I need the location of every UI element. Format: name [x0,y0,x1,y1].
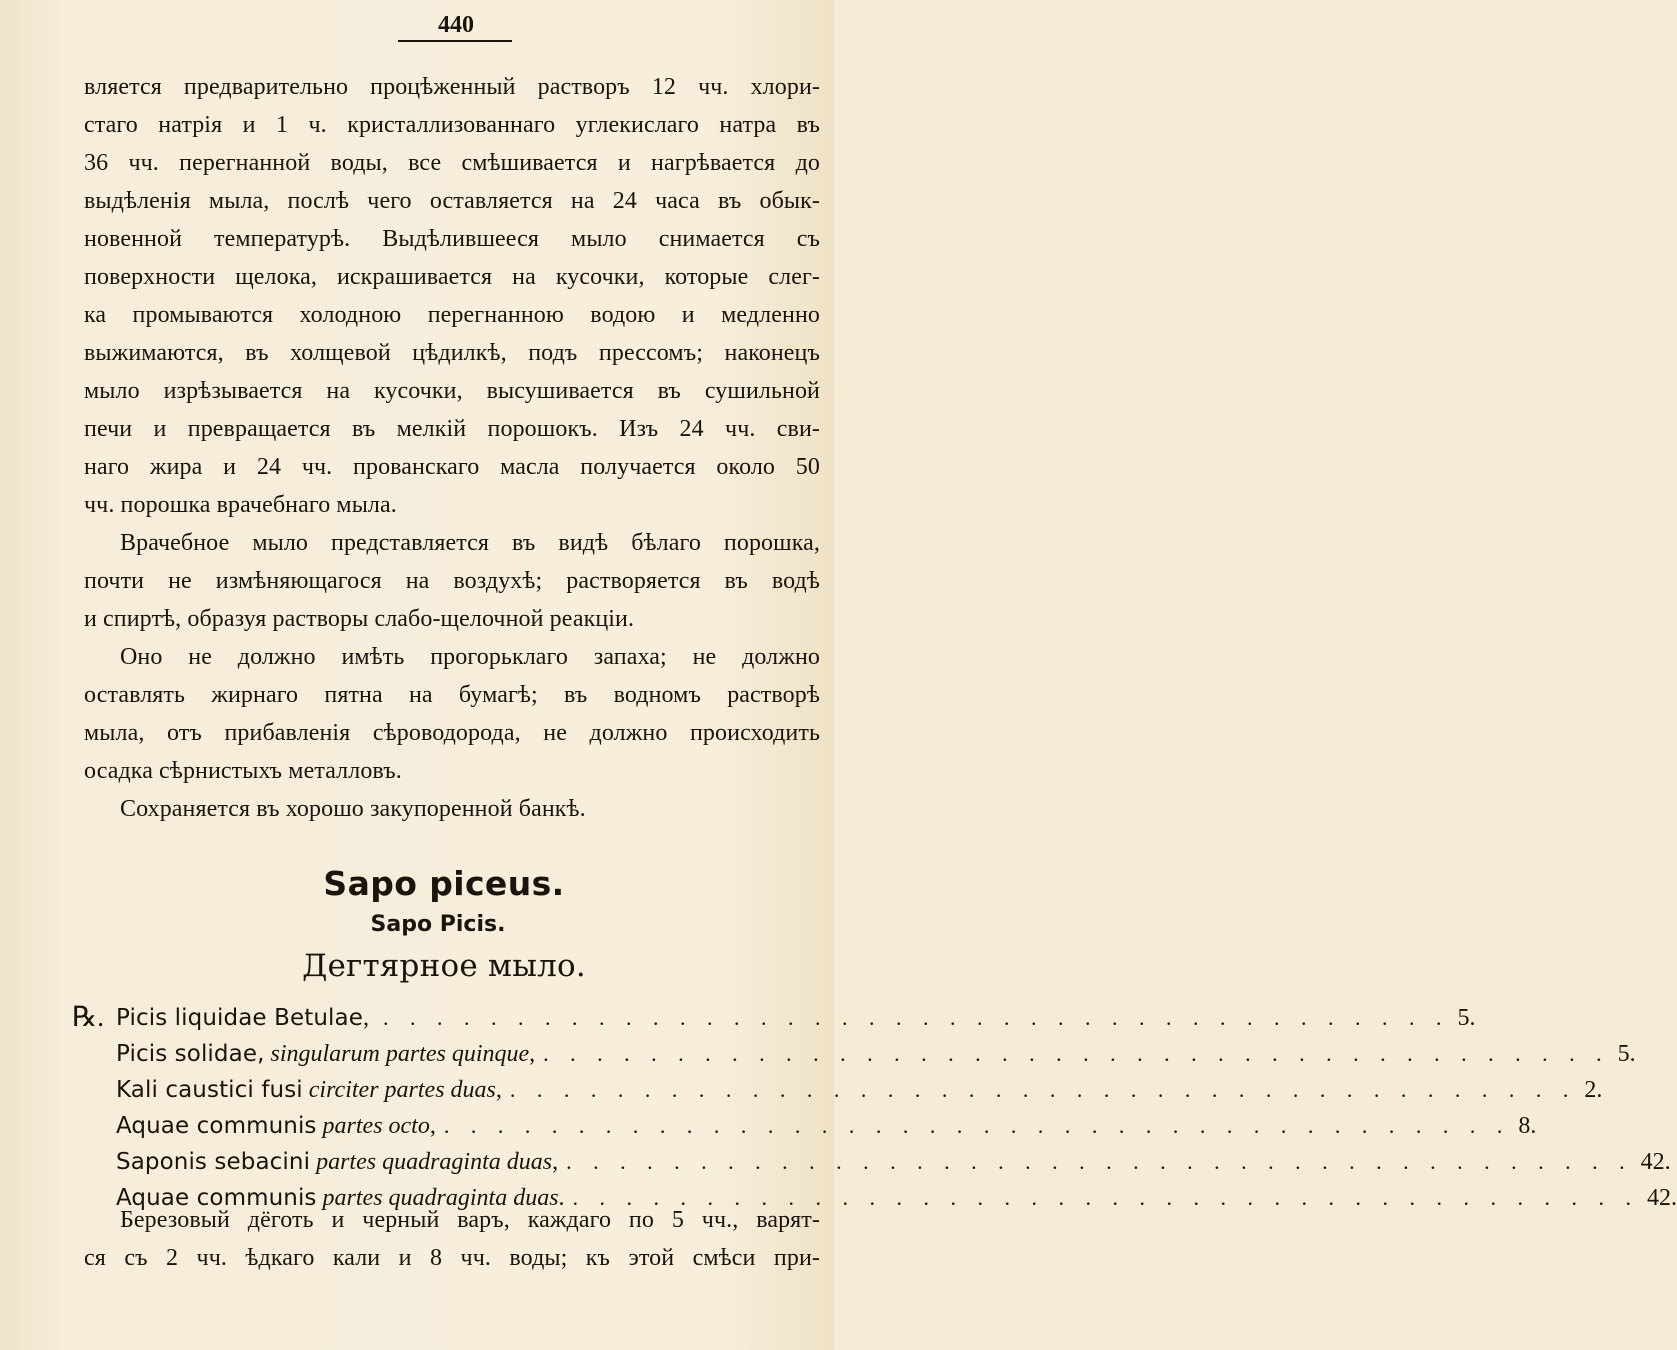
prescription-row [72,1036,1636,1072]
page-number: 440 [438,12,474,38]
text-line: 36 чч. перегнанной воды, все смѣшивается и нагрѣвается до [84,150,820,176]
prescription-list [72,1000,1677,1216]
monograph-latin-title: Sapo piceus. [323,864,565,903]
dot-leader: . . . . . . . . . . . . . . . . . . . . . . . . . . . . . . . . . . . . . . . . [509,1077,1577,1102]
text-line: вляется предварительно процѣженный растворъ 12 чч. хлори- [84,74,820,100]
ingredient-quantity-text: partes octo [322,1113,430,1139]
main-text-block [84,68,820,828]
ingredient-amount: 2. [1584,1077,1603,1103]
text-line: почти не измѣняющагося на воздухѣ; растворяется въ водѣ [84,568,820,594]
monograph-latin-subtitle: Sapo Picis. [370,912,506,937]
dot-leader: . . . . . . . . . . . . . . . . . . . . . . . . . . . . . . . . . . . . . . . . [566,1149,1633,1174]
ingredient-quantity-text: partes quadraginta duas [322,1185,559,1211]
text-line: наго жира и 24 чч. прованскаго масла получается около 50 [84,454,820,480]
text-line: ся съ 2 чч. ѣдкаго кали и 8 чч. воды; къ этой смѣси при- [84,1245,820,1271]
text-line: поверхности щелока, искрашивается на кусочки, которые слег- [84,264,820,290]
ingredient-name: Kali caustici fusi [116,1077,303,1103]
text-line: осадка сѣрнистыхъ металловъ. [84,758,402,784]
text-line: Оно не должно имѣть прогорьклаго запаха; не должно [120,644,820,670]
ingredient-name: Aquae communis [116,1113,317,1139]
text-line: мыла, отъ прибавленія сѣроводорода, не должно происходить [84,720,820,746]
ingredient-quantity-text: partes quadraginta duas [316,1149,553,1175]
text-line: оставлять жирнаго пятна на бумагѣ; въ водномъ растворѣ [84,682,820,708]
text-line: выдѣленія мыла, послѣ чего оставляется на 24 часа въ обык- [84,188,820,214]
ingredient-punctuation: , [429,1113,436,1139]
ingredient-quantity-text: singularum partes quinque [270,1041,530,1067]
closing-text-block [84,1201,820,1277]
ingredient-amount: 42. [1647,1185,1677,1211]
ingredient-amount: 8. [1518,1113,1537,1139]
prescription-row [72,1144,1671,1180]
dot-leader: . . . . . . . . . . . . . . . . . . . . . . . . . . . . . . . . . . . . . . . . [543,1041,1610,1066]
text-line: Врачебное мыло представляется въ видѣ бѣлаго порошка, [120,530,820,556]
text-line: чч. порошка врачебнаго мыла. [84,492,397,518]
ingredient-name: Aquae communis [116,1185,317,1211]
text-line: печи и превращается въ мелкій порошокъ. Изъ 24 чч. сви- [84,416,820,442]
text-line: стаго натрія и 1 ч. кристаллизованнаго углекислаго натра въ [84,112,820,138]
dot-leader: . . . . . . . . . . . . . . . . . . . . . . . . . . . . . . . . . . . . . . . . [443,1113,1511,1138]
ingredient-punctuation: , [495,1077,502,1103]
dot-leader: . . . . . . . . . . . . . . . . . . . . . . . . . . . . . . . . . . . . . . . . [382,1005,1450,1030]
text-line: и спиртѣ, образуя растворы слабо-щелочной реакціи. [84,606,635,632]
text-line: мыло изрѣзывается на кусочки, высушивается въ сушильной [84,378,820,404]
dot-leader: . . . . . . . . . . . . . . . . . . . . . . . . . . . . . . . . . . . . . . . . [572,1185,1640,1210]
ingredient-name: Picis liquidae Betulae [116,1005,363,1031]
rx-symbol: ℞. [72,1002,105,1033]
ingredient-name: Picis solidae, [116,1041,265,1067]
text-line: новенной температурѣ. Выдѣлившееся мыло снимается съ [84,226,820,252]
ingredient-punctuation: , [529,1041,536,1067]
ingredient-amount: 42. [1640,1149,1671,1175]
monograph-russian-title: Дегтярное мыло. [302,948,586,984]
ingredient-name: Saponis sebacini [116,1149,311,1175]
header-rule [398,40,512,42]
ingredient-punctuation: , [552,1149,559,1175]
prescription-row [72,1072,1603,1108]
text-line: выжимаются, въ холщевой цѣдилкѣ, подъ прессомъ; наконецъ [84,340,820,366]
ingredient-punctuation: , [362,1005,369,1031]
text-line: Березовый дёготь и черный варъ, каждаго по 5 чч., варят- [120,1207,820,1233]
ingredient-quantity-text: circiter partes duas [308,1077,496,1103]
ingredient-amount: 5. [1457,1005,1476,1031]
text-line: Сохраняется въ хорошо закупоренной банкѣ. [120,796,586,822]
prescription-row [72,1108,1537,1144]
ingredient-punctuation: . [558,1185,565,1211]
ingredient-amount: 5. [1617,1041,1636,1067]
prescription-row [72,1000,1476,1036]
text-line: ка промываются холодною перегнанною водою и медленно [84,302,820,328]
